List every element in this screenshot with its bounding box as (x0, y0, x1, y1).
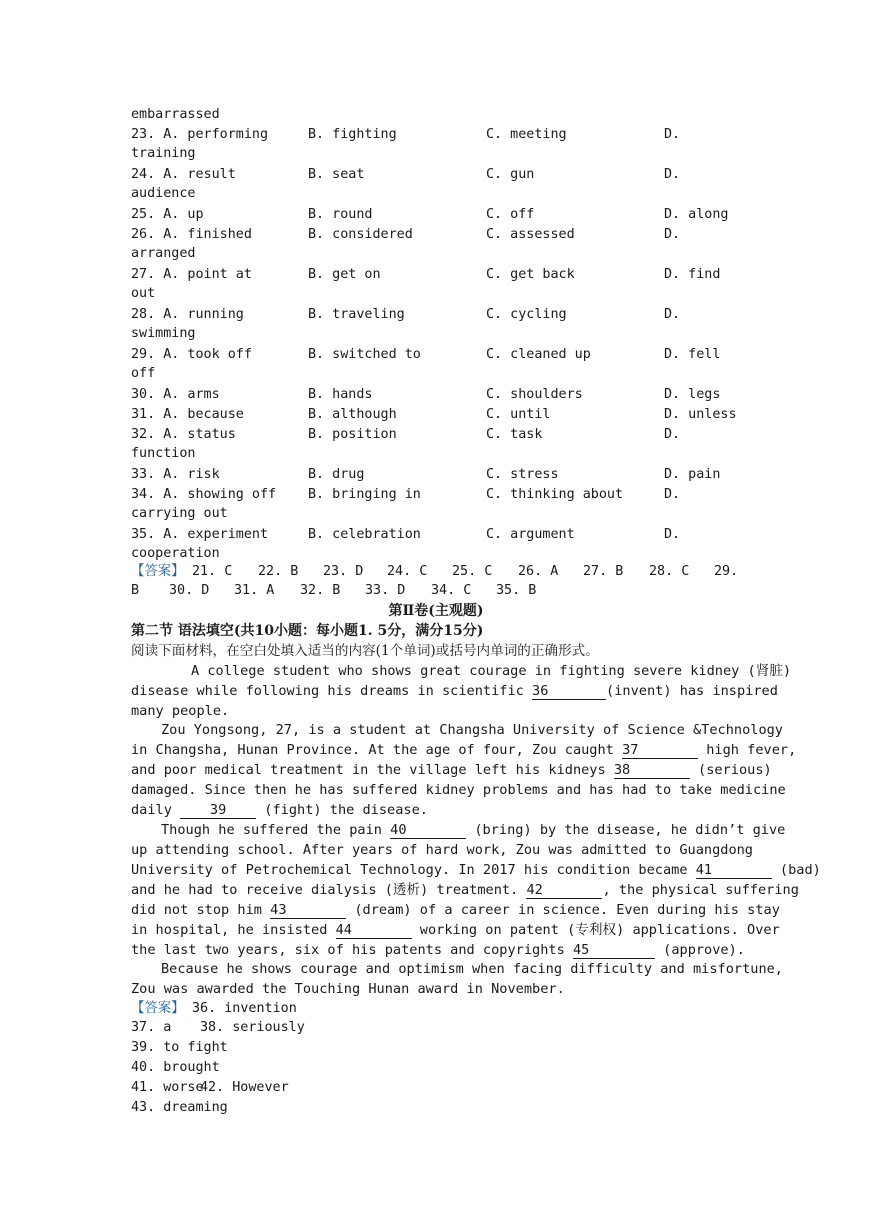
section-title: 第二节 语法填空(共10小题：每小题1. 5分，满分15分) (131, 623, 484, 639)
passage-line: University of Petrochemical Technology. In 2017 his condition became 41 (bad) (131, 862, 821, 878)
answer-item: 32. B (300, 583, 341, 598)
option-row (131, 205, 771, 225)
answer-item: 35. B (496, 583, 537, 598)
blank-41[interactable]: 41 (696, 862, 772, 879)
option-c: C. get back (486, 267, 575, 282)
option-b: B. celebration (308, 527, 421, 542)
answer-item: 43. dreaming (131, 1100, 228, 1115)
passage-line: and he had to receive dialysis (透析) treatment. 42 , the physical suffering (131, 882, 799, 898)
option-row (131, 385, 771, 405)
answer-item: 30. D (169, 583, 210, 598)
option-b: B. bringing in (308, 487, 421, 502)
answer-label: 【答案】 (131, 1001, 185, 1016)
passage-line: many people. (131, 703, 230, 719)
option-row (131, 425, 771, 445)
answer-item: 42. However (200, 1080, 289, 1095)
option-c: C. until (486, 407, 551, 422)
option-row (131, 165, 771, 185)
instruction-text: 阅读下面材料，在空白处填入适当的内容(1个单词)或括号内单词的正确形式。 (131, 643, 599, 659)
option-a: 34. A. showing off (131, 487, 277, 502)
option-a: 26. A. finished (131, 227, 252, 242)
option-c: C. task (486, 427, 543, 442)
option-b: B. drug (308, 467, 365, 482)
option-row (131, 265, 771, 285)
option-d: D. unless (664, 407, 737, 422)
passage-line: up attending school. After years of hard work, Zou was admitted to Guangdong (131, 842, 753, 858)
option-row (131, 125, 771, 145)
option-c: C. off (486, 207, 535, 222)
answer-item: 29. (714, 564, 739, 579)
option-d: D. find (664, 267, 721, 282)
blank-42[interactable]: 42 (526, 882, 602, 899)
option-c: C. cycling (486, 307, 567, 322)
answer-item: B (131, 583, 140, 598)
option-a: 27. A. point at (131, 267, 252, 282)
answer-item: 21. C (192, 564, 233, 579)
option-d: D. (664, 487, 681, 502)
option-d: D. fell (664, 347, 721, 362)
option-c: C. assessed (486, 227, 575, 242)
option-d: D. pain (664, 467, 721, 482)
option-c: C. argument (486, 527, 575, 542)
option-wrap-text: function (131, 446, 196, 461)
option-d: D. (664, 127, 681, 142)
option-a: 30. A. arms (131, 387, 220, 402)
option-a: 33. A. risk (131, 467, 220, 482)
option-row (131, 525, 771, 545)
option-d: D. (664, 527, 681, 542)
answer-item: 36. invention (192, 1001, 297, 1016)
option-c: C. cleaned up (486, 347, 591, 362)
answer-key-2-line (131, 1058, 751, 1078)
option-wrap-text: swimming (131, 326, 196, 341)
passage-line: did not stop him 43 (dream) of a career in science. Even during his stay (131, 902, 780, 918)
option-b: B. get on (308, 267, 381, 282)
option-b: B. round (308, 207, 373, 222)
option-wrap-text: arranged (131, 246, 196, 261)
passage-line: daily 39 (fight) the disease. (131, 802, 428, 818)
option-wrap-text: training (131, 146, 196, 161)
passage-line: A college student who shows great courage in fighting severe kidney (肾脏) (191, 663, 792, 679)
blank-44[interactable]: 44 (336, 922, 412, 939)
option-a: 29. A. took off (131, 347, 252, 362)
passage-line: and poor medical treatment in the village left his kidneys 38 (serious) (131, 762, 772, 778)
option-a: 25. A. up (131, 207, 204, 222)
passage-paragraph-1 (131, 661, 792, 721)
answer-item: 26. A (518, 564, 559, 579)
answer-key-1-line-1 (131, 562, 751, 582)
part-title: 第Ⅱ卷(主观题) (388, 603, 484, 619)
passage-line: in Changsha, Hunan Province. At the age of four, Zou caught 37 high fever, (131, 742, 797, 758)
passage-line: Though he suffered the pain 40 (bring) by the disease, he didn’t give (161, 822, 786, 838)
passage-paragraph-3 (131, 820, 821, 960)
option-d: D. (664, 227, 681, 242)
answer-key-2-line-1 (131, 999, 751, 1019)
answer-item: 38. seriously (200, 1020, 305, 1035)
answer-key-2-line (131, 1098, 751, 1118)
blank-45[interactable]: 45 (573, 942, 655, 959)
blank-36[interactable]: 36 (532, 683, 606, 700)
answer-key-2-line (131, 1038, 751, 1058)
option-row (131, 225, 771, 245)
option-b: B. position (308, 427, 397, 442)
passage-line: Because he shows courage and optimism when facing difficulty and misfortune, (161, 961, 783, 977)
passage-line: Zou Yongsong, 27, is a student at Changsha University of Science &Technology (161, 722, 783, 738)
passage-line: disease while following his dreams in scientific 36 (invent) has inspired (131, 683, 778, 699)
option-d: D. (664, 307, 681, 322)
option-c: C. thinking about (486, 487, 624, 502)
blank-38[interactable]: 38 (614, 762, 690, 779)
option-a: 31. A. because (131, 407, 244, 422)
passage-paragraph-4 (131, 959, 783, 999)
option-wrap-text: off (131, 366, 156, 381)
passage-line: in hospital, he insisted 44 working on patent (专利权) applications. Over (131, 922, 780, 938)
option-a: 24. A. result (131, 167, 236, 182)
option-row (131, 345, 771, 365)
answer-item: 25. C (452, 564, 493, 579)
option-a: 35. A. experiment (131, 527, 269, 542)
option-wrap-text: embarrassed (131, 107, 220, 122)
option-a: 28. A. running (131, 307, 244, 322)
answer-key-2-line (131, 1018, 751, 1038)
answer-label: 【答案】 (131, 564, 185, 579)
option-b: B. considered (308, 227, 413, 242)
option-row (131, 485, 771, 505)
option-d: D. legs (664, 387, 721, 402)
option-c: C. meeting (486, 127, 567, 142)
option-c: C. stress (486, 467, 559, 482)
passage-line: damaged. Since then he has suffered kidney problems and has had to take medicine (131, 782, 786, 798)
option-b: B. seat (308, 167, 365, 182)
option-wrap-text: audience (131, 186, 196, 201)
answer-item: 27. B (583, 564, 624, 579)
option-wrap-text: carrying out (131, 506, 228, 521)
option-a: 32. A. status (131, 427, 236, 442)
option-d: D. (664, 427, 681, 442)
answer-item: 24. C (387, 564, 428, 579)
option-d: D. (664, 167, 681, 182)
option-c: C. gun (486, 167, 535, 182)
answer-item: 40. brought (131, 1060, 220, 1075)
answer-item: 33. D (365, 583, 406, 598)
answer-key-1-line-2 (131, 581, 751, 601)
option-a: 23. A. performing (131, 127, 269, 142)
answer-item: 37. a (131, 1020, 172, 1035)
option-wrap-text: cooperation (131, 546, 220, 561)
passage-line: the last two years, six of his patents and copyrights 45 (approve). (131, 942, 745, 958)
passage-line: Zou was awarded the Touching Hunan award in November. (131, 981, 565, 997)
answer-item: 34. C (431, 583, 472, 598)
answer-item: 28. C (649, 564, 690, 579)
answer-item: 31. A (234, 583, 275, 598)
option-b: B. hands (308, 387, 373, 402)
passage-paragraph-2 (131, 720, 797, 820)
answer-key-2-line (131, 1078, 751, 1098)
answer-item: 41. worse (131, 1080, 204, 1095)
option-b: B. although (308, 407, 397, 422)
answer-item: 23. D (323, 564, 364, 579)
option-wrap-text: out (131, 286, 156, 301)
option-b: B. traveling (308, 307, 405, 322)
answer-item: 22. B (258, 564, 299, 579)
option-row (131, 305, 771, 325)
option-b: B. switched to (308, 347, 421, 362)
option-d: D. along (664, 207, 729, 222)
blank-43[interactable]: 43 (270, 902, 346, 919)
option-row (131, 405, 771, 425)
blank-37[interactable]: 37 (622, 742, 698, 759)
answer-item: 39. to fight (131, 1040, 228, 1055)
blank-39[interactable]: 39 (180, 802, 256, 819)
option-b: B. fighting (308, 127, 397, 142)
option-c: C. shoulders (486, 387, 583, 402)
option-row (131, 465, 771, 485)
blank-40[interactable]: 40 (390, 822, 466, 839)
